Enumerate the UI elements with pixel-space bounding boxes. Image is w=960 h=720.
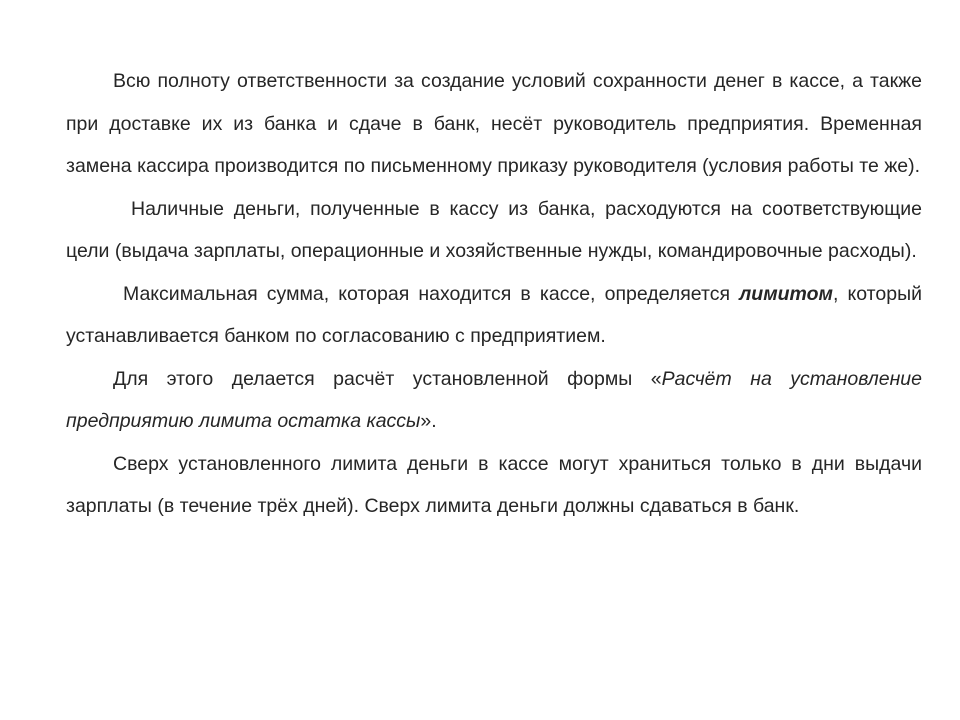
paragraph-cash-spending: Наличные деньги, полученные в кассу из банка, расходуются на соответствующие цели (выдача зарплаты, операционные и хозяйственные нужды, командировочные расходы).: [66, 197, 922, 262]
slide-text: [66, 60, 922, 528]
paragraph-limit-calculation-end: ».: [420, 410, 437, 432]
paragraph-limit-calculation-text: Для этого делается расчёт установленной формы «: [113, 367, 662, 390]
paragraph-limit-calculation: [66, 358, 922, 443]
form-title-emphasis: Расчёт на установление предприятию лимита остатка кассы: [66, 367, 922, 432]
paragraph-cash-responsibility: Всю полноту ответственности за создание условий сохранности денег в кассе, а также при доставке их из банка и сдаче в банк, несёт руководитель предприятия. Временная замена кассира производится по письменному приказу руководителя (условия работы те же).: [66, 70, 922, 177]
paragraph-over-limit: Сверх установленного лимита деньги в кассе могут храниться только в дни выдачи зарплаты (в течение трёх дней). Сверх лимита деньги должны сдаваться в банк.: [66, 452, 922, 517]
paragraph-cash-limit-text: Максимальная сумма, которая находится в кассе, определяется: [123, 282, 740, 305]
limit-term-emphasis: лимитом: [739, 282, 833, 305]
paragraph-cash-limit-text-end: , который устанавливается банком по согласованию с предприятием.: [66, 282, 922, 347]
paragraph-cash-limit: [66, 273, 922, 358]
